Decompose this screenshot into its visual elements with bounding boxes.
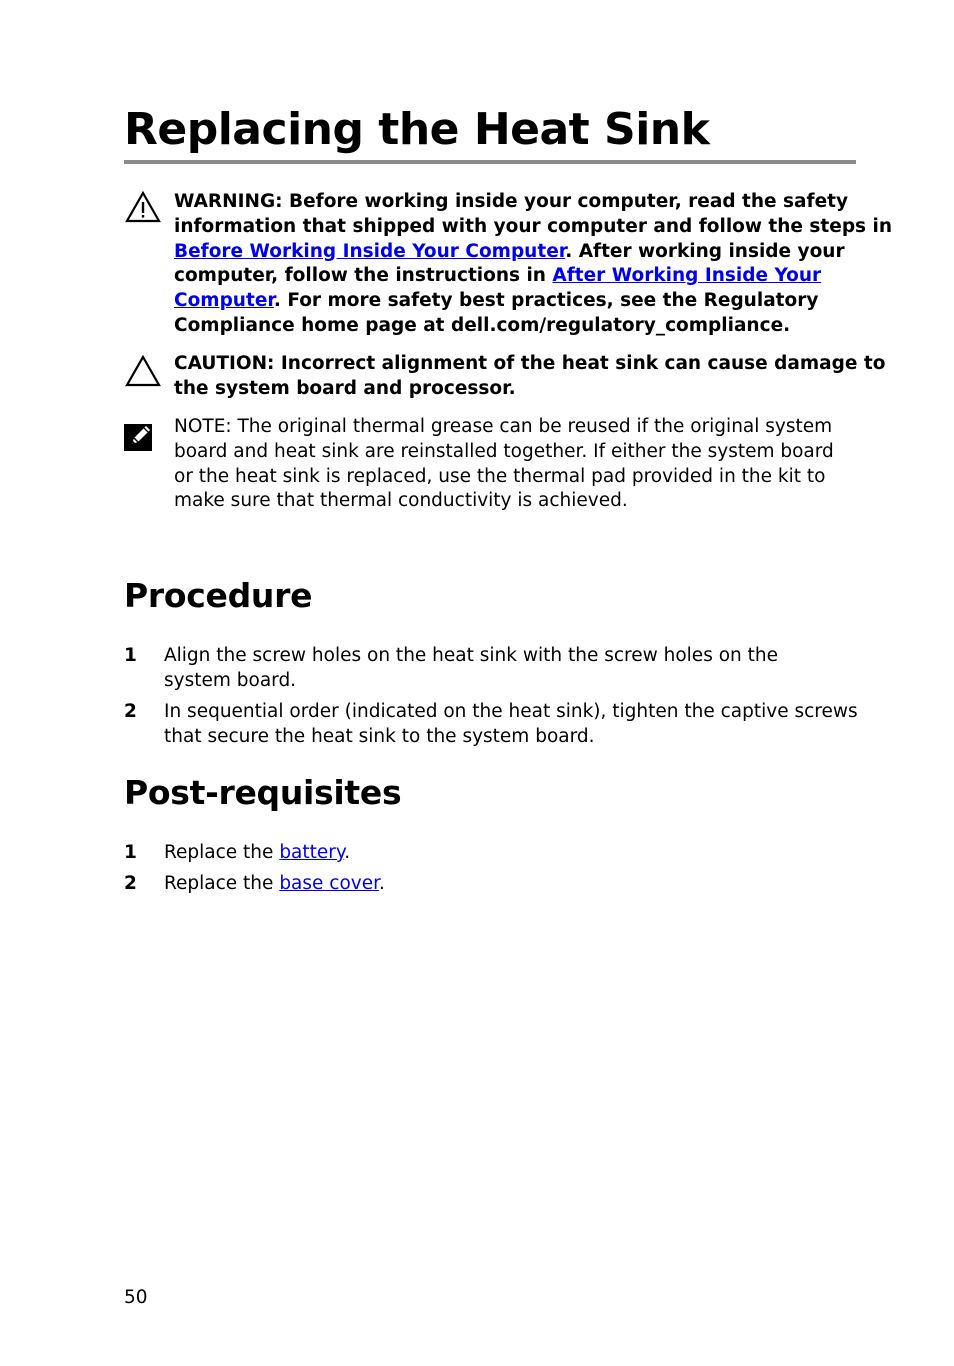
step-text: [164, 872, 385, 897]
caution-notice: [124, 352, 886, 406]
note-line: or the heat sink is replaced, use the thermal pad provided in the kit to: [174, 465, 826, 487]
note-line: make sure that thermal conductivity is achieved.: [174, 490, 628, 512]
note-notice: [124, 415, 856, 519]
battery-link[interactable]: battery: [279, 842, 345, 863]
warning-text: [174, 190, 893, 339]
postrequisites-heading: Post-requisites: [124, 773, 402, 812]
after-working-link-continued[interactable]: Computer: [174, 290, 274, 312]
after-working-link[interactable]: After Working Inside Your: [552, 265, 822, 287]
note-pencil-icon: [124, 420, 154, 456]
step-number: 1: [124, 645, 137, 666]
warning-notice: [124, 190, 893, 340]
caution-line: the system board and processor.: [174, 377, 516, 399]
step-number: 2: [124, 873, 137, 894]
procedure-heading: Procedure: [124, 576, 313, 615]
warning-line: Compliance home page at dell.com/regulatory_compliance.: [174, 314, 791, 336]
base-cover-link[interactable]: base cover: [279, 873, 380, 894]
step-fragment: .: [344, 842, 351, 863]
warning-line: information that shipped with your computer and follow the steps in: [174, 215, 893, 237]
title-rule: [124, 160, 856, 164]
step-line: Align the screw holes on the heat sink with the screw holes on the: [164, 645, 778, 666]
step-number: 1: [124, 842, 137, 863]
step-fragment: Replace the: [164, 842, 280, 863]
warning-line: [174, 264, 844, 289]
before-working-link[interactable]: Before Working Inside Your Computer: [174, 240, 566, 262]
note-text: [174, 415, 844, 514]
step-fragment: .: [379, 873, 385, 894]
step-line: In sequential order (indicated on the heat sink), tighten the captive screws: [164, 701, 858, 722]
step-number: 2: [124, 701, 137, 722]
caution-text: [174, 352, 886, 402]
step-text: [164, 841, 350, 866]
step-line: that secure the heat sink to the system board.: [164, 725, 595, 747]
warning-line: WARNING: Before working inside your computer, read the safety: [174, 191, 849, 212]
caution-line: CAUTION: Incorrect alignment of the heat sink can cause damage to: [174, 353, 886, 374]
step-line: system board.: [164, 669, 297, 691]
warning-fragment: . After working inside your: [565, 240, 845, 262]
warning-line: [174, 240, 844, 265]
warning-line: [174, 289, 844, 314]
page-title: Replacing the Heat Sink: [124, 104, 710, 155]
note-line: NOTE: The original thermal grease can be reused if the original system: [174, 416, 833, 437]
step-text: [164, 700, 858, 750]
step-text: [164, 644, 778, 694]
warning-fragment: computer, follow the instructions in: [174, 265, 553, 287]
step-fragment: Replace the: [164, 873, 280, 894]
page-number: 50: [124, 1287, 148, 1308]
warning-triangle-icon: [124, 190, 162, 228]
note-line: board and heat sink are reinstalled together. If either the system board: [174, 440, 834, 462]
warning-fragment: . For more safety best practices, see the Regulatory: [273, 290, 819, 312]
caution-triangle-icon: [124, 354, 162, 392]
